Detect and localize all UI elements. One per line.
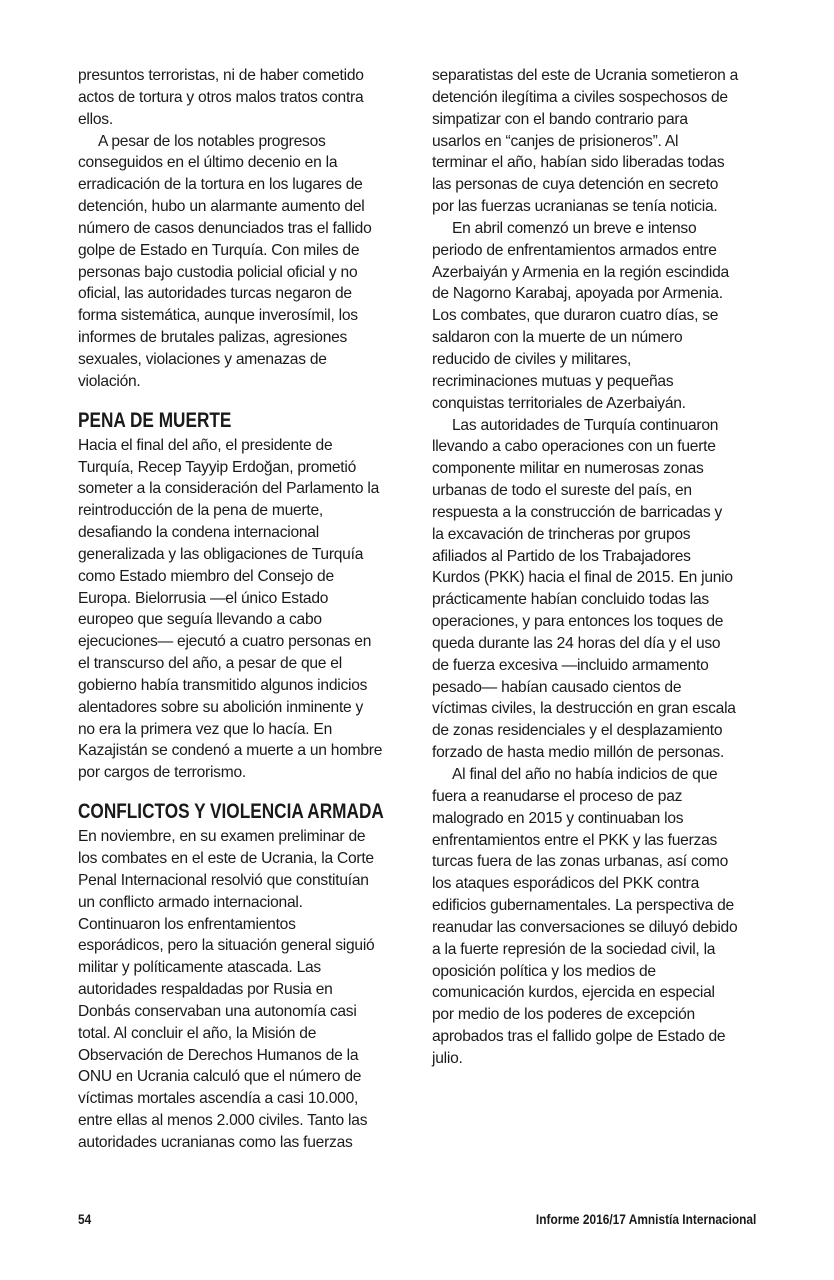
text-line: desafiando la condena internacional — [78, 524, 319, 542]
text-line: un conflicto armado internacional. — [78, 893, 303, 911]
text-line: Europa. Bielorrusia —el único Estado — [78, 589, 329, 607]
text-line: forzado de hasta medio millón de personas. — [432, 744, 725, 762]
text-line: gobierno había transmitido algunos indicios — [78, 676, 368, 694]
left-column — [78, 65, 408, 1154]
text-line: de fuerza excesiva —incluido armamento — [432, 656, 709, 674]
text-line: entre ellas al menos 2.000 civiles. Tanto las — [78, 1112, 368, 1130]
text-line: oficial, las autoridades turcas negaron de — [78, 285, 352, 303]
text-line: En noviembre, en su examen preliminar de — [78, 828, 366, 846]
text-line: Turquía, Recep Tayyip Erdoğan, prometió — [78, 458, 357, 476]
paragraph — [432, 415, 762, 765]
text-line: víctimas mortales ascendía a casi 10.000, — [78, 1090, 359, 1108]
text-line: Observación de Derechos Humanos de la — [78, 1046, 359, 1064]
text-line: informes de brutales palizas, agresiones — [78, 329, 348, 347]
text-line: recriminaciones mutuas y pequeñas — [432, 372, 674, 390]
text-line: aprobados tras el fallido golpe de Estado de — [432, 1028, 726, 1046]
text-line: llevando a cabo operaciones con un fuerte — [432, 438, 716, 456]
text-line: usarlos en “canjes de prisioneros”. Al — [432, 132, 679, 150]
text-line: respuesta a la construcción de barricadas y — [432, 503, 723, 521]
text-line: saldaron con la muerte de un número — [432, 329, 683, 347]
text-line: de Nagorno Karabaj, apoyada por Armenia. — [432, 285, 723, 303]
text-line: ejecuciones— ejecutó a cuatro personas en — [78, 633, 372, 651]
text-line: la excavación de trincheras por grupos — [432, 525, 691, 543]
text-line: golpe de Estado en Turquía. Con miles de — [78, 241, 360, 259]
text-line: operaciones, y para entonces los toques de — [432, 613, 724, 631]
text-line: generalizada y las obligaciones de Turquía — [78, 545, 364, 563]
text-line: urbanas de todo el sureste del país, en — [432, 482, 692, 500]
text-line: malogrado en 2015 y continuaban los — [432, 809, 684, 827]
text-line: Continuaron los enfrentamientos — [78, 915, 296, 933]
section-heading: CONFLICTOS Y VIOLENCIA ARMADA — [78, 800, 384, 824]
text-line: los ataques esporádicos del PKK contra — [432, 875, 700, 893]
paragraph — [432, 764, 762, 1070]
text-line: Al final del año no había indicios de que — [452, 766, 718, 783]
text-line: personas bajo custodia policial oficial y no — [78, 263, 358, 281]
paragraph — [78, 826, 408, 1154]
text-line: reducido de civiles y militares, — [432, 350, 632, 368]
paragraph — [432, 218, 762, 415]
text-line: conseguidos en el último decenio en la — [78, 154, 338, 172]
text-line: reintroducción de la pena de muerte, — [78, 502, 323, 520]
section-heading: PENA DE MUERTE — [78, 408, 232, 432]
text-line: componente militar en numerosas zonas — [432, 460, 704, 478]
text-line: Penal Internacional resolvió que constituían — [78, 871, 369, 889]
text-line: Donbás conservaban una autonomía casi — [78, 1002, 357, 1020]
text-line: ONU en Ucrania calculó que el número de — [78, 1068, 362, 1086]
text-line: las personas de cuya detención en secreto — [432, 176, 719, 194]
text-line: periodo de enfrentamientos armados entre — [432, 241, 717, 259]
text-line: alentadores sobre su abolición inminente y — [78, 698, 364, 716]
text-line: separatistas del este de Ucrania sometieron a — [432, 67, 738, 84]
footer-title: Informe 2016/17 Amnistía Internacional — [535, 1211, 756, 1227]
text-line: los combates en el este de Ucrania, la Corte — [78, 850, 374, 867]
text-line: autoridades respaldadas por Rusia en — [78, 981, 333, 999]
right-column — [432, 65, 762, 1070]
text-line: Hacia el final del año, el presidente de — [78, 436, 333, 454]
text-line: reanudar las conversaciones se diluyó debido — [432, 918, 738, 936]
text-line: comunicación kurdos, ejercida en especial — [432, 984, 715, 1002]
text-line: oposición política y los medios de — [432, 962, 656, 980]
text-line: autoridades ucranianas como las fuerzas — [78, 1133, 353, 1151]
text-line: pesado— habían causado cientos de — [432, 678, 682, 696]
text-line: detención ilegítima a civiles sospechosos de — [432, 88, 728, 106]
text-line: A pesar de los notables progresos — [98, 132, 326, 150]
text-line: presuntos terroristas, ni de haber cometido — [78, 67, 364, 84]
text-line: no era la primera vez que lo hacía. En — [78, 720, 333, 738]
text-line: forma sistemática, aunque inverosímil, los — [78, 307, 358, 325]
text-line: actos de tortura y otros malos tratos contra — [78, 88, 364, 106]
text-line: a la fuerte represión de la sociedad civil, la — [432, 940, 716, 958]
text-line: sexuales, violaciones y amenazas de — [78, 350, 327, 368]
text-line: someter a la consideración del Parlamento la — [78, 480, 380, 498]
text-line: enfrentamientos entre el PKK y las fuerzas — [432, 831, 718, 849]
text-line: queda durante las 24 horas del día y el uso — [432, 634, 721, 652]
text-line: fuera a reanudarse el proceso de paz — [432, 787, 683, 805]
text-line: Azerbaiyán y Armenia en la región escindida — [432, 263, 729, 281]
text-line: por medio de los poderes de excepción — [432, 1006, 695, 1024]
text-line: Las autoridades de Turquía continuaron — [452, 416, 719, 434]
text-line: por cargos de terrorismo. — [78, 764, 246, 782]
text-line: terminar el año, habían sido liberadas todas — [432, 154, 725, 172]
text-line: erradicación de la tortura en los lugares de — [78, 176, 363, 194]
paragraph — [78, 435, 408, 785]
text-line: europeo que seguía llevando a cabo — [78, 611, 322, 629]
text-line: edificios gubernamentales. La perspectiva de — [432, 897, 734, 915]
text-line: prácticamente habían concluido todas las — [432, 591, 709, 609]
paragraph — [78, 65, 408, 131]
text-line: conquistas territoriales de Azerbaiyán. — [432, 394, 686, 412]
text-line: como Estado miembro del Consejo de — [78, 567, 334, 585]
text-line: Kurdos (PKK) hacia el final de 2015. En junio — [432, 569, 733, 587]
text-line: víctimas civiles, la destrucción en gran escala — [432, 700, 736, 718]
paragraph — [78, 131, 408, 393]
text-line: detención, hubo un alarmante aumento del — [78, 198, 365, 216]
text-line: esporádicos, pero la situación general siguió — [78, 937, 375, 955]
text-line: por las fuerzas ucranianas se tenía noticia. — [432, 198, 718, 216]
paragraph — [432, 65, 762, 218]
text-line: ellos. — [78, 110, 113, 128]
text-line: Kazajistán se condenó a muerte a un hombre — [78, 742, 383, 760]
page-number: 54 — [78, 1211, 92, 1227]
text-line: violación. — [78, 372, 141, 390]
text-line: el transcurso del año, a pesar de que el — [78, 655, 342, 673]
text-line: turcas fuera de las zonas urbanas, así como — [432, 853, 729, 871]
text-line: En abril comenzó un breve e intenso — [452, 219, 697, 237]
text-line: simpatizar con el bando contrario para — [432, 110, 688, 128]
text-line: de zonas residenciales y el desplazamiento — [432, 722, 723, 740]
text-line: total. Al concluir el año, la Misión de — [78, 1024, 317, 1042]
text-line: número de casos denunciados tras el fallido — [78, 219, 372, 237]
text-line: afiliados al Partido de los Trabajadores — [432, 547, 691, 565]
text-line: militar y políticamente atascada. Las — [78, 959, 321, 977]
text-line: julio. — [432, 1049, 463, 1067]
text-line: Los combates, que duraron cuatro días, se — [432, 307, 719, 325]
